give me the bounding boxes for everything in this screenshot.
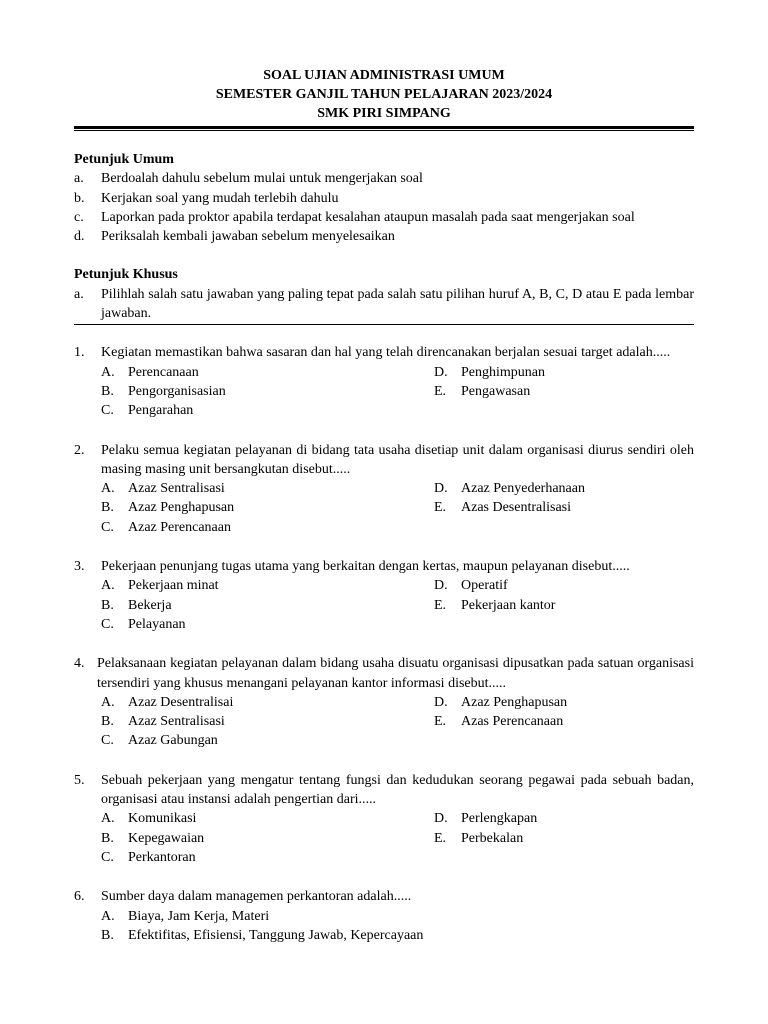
list-text: Berdoalah dahulu sebelum mulai untuk mengerjakan soal bbox=[101, 171, 423, 187]
question-2 bbox=[74, 441, 694, 537]
question-text: Kegiatan memastikan bahwa sasaran dan hal yang telah direncanakan berjalan sesuai target adalah..... bbox=[101, 345, 671, 361]
list-marker: c. bbox=[74, 209, 84, 225]
question-text: Sebuah pekerjaan yang mengatur tentang fungsi dan kedudukan seorang pegawai pada sebuah badan, organisasi atau instansi adalah pengertian dari..... bbox=[101, 772, 694, 808]
list-marker: a. bbox=[74, 286, 84, 302]
option-e[interactable]: E. Azas Perencanaan bbox=[434, 714, 564, 730]
header-title: SOAL UJIAN ADMINISTRASI UMUM bbox=[263, 68, 505, 83]
list-text: Periksalah kembali jawaban sebelum menyelesaikan bbox=[101, 229, 395, 245]
option-a[interactable]: A. Perencanaan bbox=[101, 364, 199, 380]
instructions-divider bbox=[74, 324, 694, 325]
question-3 bbox=[74, 557, 694, 634]
question-number: 6. bbox=[74, 889, 85, 905]
list-item bbox=[74, 227, 694, 246]
question-number: 3. bbox=[74, 559, 85, 575]
question-6 bbox=[74, 887, 694, 945]
list-text: Pilihlah salah satu jawaban yang paling tepat pada salah satu pilihan huruf A, B, C, D atau E pada lembar jawaban. bbox=[101, 286, 694, 322]
option-e[interactable]: E. Pengawasan bbox=[434, 383, 531, 399]
question-1 bbox=[74, 343, 694, 420]
option-c[interactable]: C. Pengarahan bbox=[101, 403, 194, 419]
list-text: Laporkan pada proktor apabila terdapat kesalahan ataupun masalah pada saat mengerjakan soal bbox=[101, 209, 635, 225]
petunjuk-umum-list bbox=[74, 169, 694, 246]
option-b[interactable]: B. Azaz Sentralisasi bbox=[101, 714, 225, 730]
question-text: Pelaku semua kegiatan pelayanan di bidang tata usaha disetiap unit dalam organisasi diurus sendiri oleh masing masing unit bersangkutan disebut..... bbox=[101, 442, 694, 477]
petunjuk-khusus-title: Petunjuk Khusus bbox=[74, 267, 178, 283]
option-e[interactable]: E. Perbekalan bbox=[434, 830, 524, 846]
list-item bbox=[74, 189, 694, 208]
answer-options bbox=[101, 907, 694, 946]
answer-options bbox=[101, 576, 694, 634]
option-d[interactable]: D. Penghimpunan bbox=[434, 364, 545, 380]
question-text: Pekerjaan penunjang tugas utama yang berkaitan dengan kertas, maupun pelayanan disebut..... bbox=[101, 559, 630, 575]
option-b[interactable]: B. Pengorganisasian bbox=[101, 383, 226, 399]
option-a[interactable]: A. Azaz Desentralisai bbox=[101, 694, 234, 710]
list-item bbox=[74, 208, 694, 227]
option-d[interactable]: D. Perlengkapan bbox=[434, 811, 538, 827]
option-e[interactable]: E. Azas Desentralisasi bbox=[434, 500, 572, 516]
option-a[interactable]: A. Azaz Sentralisasi bbox=[101, 481, 225, 497]
answer-options bbox=[101, 479, 694, 537]
option-a[interactable]: A. Komunikasi bbox=[101, 811, 197, 827]
list-marker: b. bbox=[74, 190, 85, 206]
question-text: Sumber daya dalam managemen perkantoran adalah..... bbox=[101, 889, 412, 905]
list-marker: d. bbox=[74, 229, 85, 245]
header-semester: SEMESTER GANJIL TAHUN PELAJARAN 2023/2024 bbox=[215, 87, 553, 102]
option-c[interactable]: C. Pelayanan bbox=[101, 616, 186, 632]
option-d[interactable]: D. Azaz Penyederhanaan bbox=[434, 481, 585, 497]
exam-page bbox=[74, 66, 694, 945]
option-c[interactable]: C. Perkantoran bbox=[101, 849, 196, 865]
option-b[interactable]: B. Bekerja bbox=[101, 597, 172, 613]
question-5 bbox=[74, 771, 694, 867]
question-number: 2. bbox=[74, 442, 85, 458]
answer-options bbox=[101, 809, 694, 867]
option-a[interactable]: A. Biaya, Jam Kerja, Materi bbox=[101, 908, 270, 924]
option-a[interactable]: A. Pekerjaan minat bbox=[101, 578, 219, 594]
option-b[interactable]: B. Efektifitas, Efisiensi, Tanggung Jawab, Kepercayaan bbox=[101, 927, 424, 943]
petunjuk-umum-title: Petunjuk Umum bbox=[74, 152, 174, 167]
option-b[interactable]: B. Kepegawaian bbox=[101, 830, 205, 846]
list-marker: a. bbox=[74, 171, 84, 187]
header-divider bbox=[74, 126, 694, 131]
list-text: Kerjakan soal yang mudah terlebih dahulu bbox=[101, 190, 339, 206]
option-b[interactable]: B. Azaz Penghapusan bbox=[101, 500, 235, 516]
option-d[interactable]: D. Azaz Penghapusan bbox=[434, 694, 568, 710]
list-item bbox=[74, 285, 694, 324]
answer-options bbox=[101, 363, 694, 421]
question-text: Pelaksanaan kegiatan pelayanan dalam bidang usaha disuatu organisasi dipusatkan pada satuan organisasi tersendiri yang khusus menangani pelayanan kantor informasi disebut..... bbox=[97, 656, 694, 691]
question-4 bbox=[74, 654, 694, 750]
question-number: 4. bbox=[74, 656, 85, 672]
document-header bbox=[74, 66, 694, 123]
answer-options bbox=[101, 693, 694, 751]
list-item bbox=[74, 169, 694, 188]
option-e[interactable]: E. Pekerjaan kantor bbox=[434, 597, 556, 613]
question-number: 1. bbox=[74, 345, 85, 361]
option-c[interactable]: C. Azaz Perencanaan bbox=[101, 519, 231, 535]
question-number: 5. bbox=[74, 772, 85, 788]
option-d[interactable]: D. Operatif bbox=[434, 578, 508, 594]
option-c[interactable]: C. Azaz Gabungan bbox=[101, 733, 218, 749]
header-school: SMK PIRI SIMPANG bbox=[317, 106, 451, 121]
